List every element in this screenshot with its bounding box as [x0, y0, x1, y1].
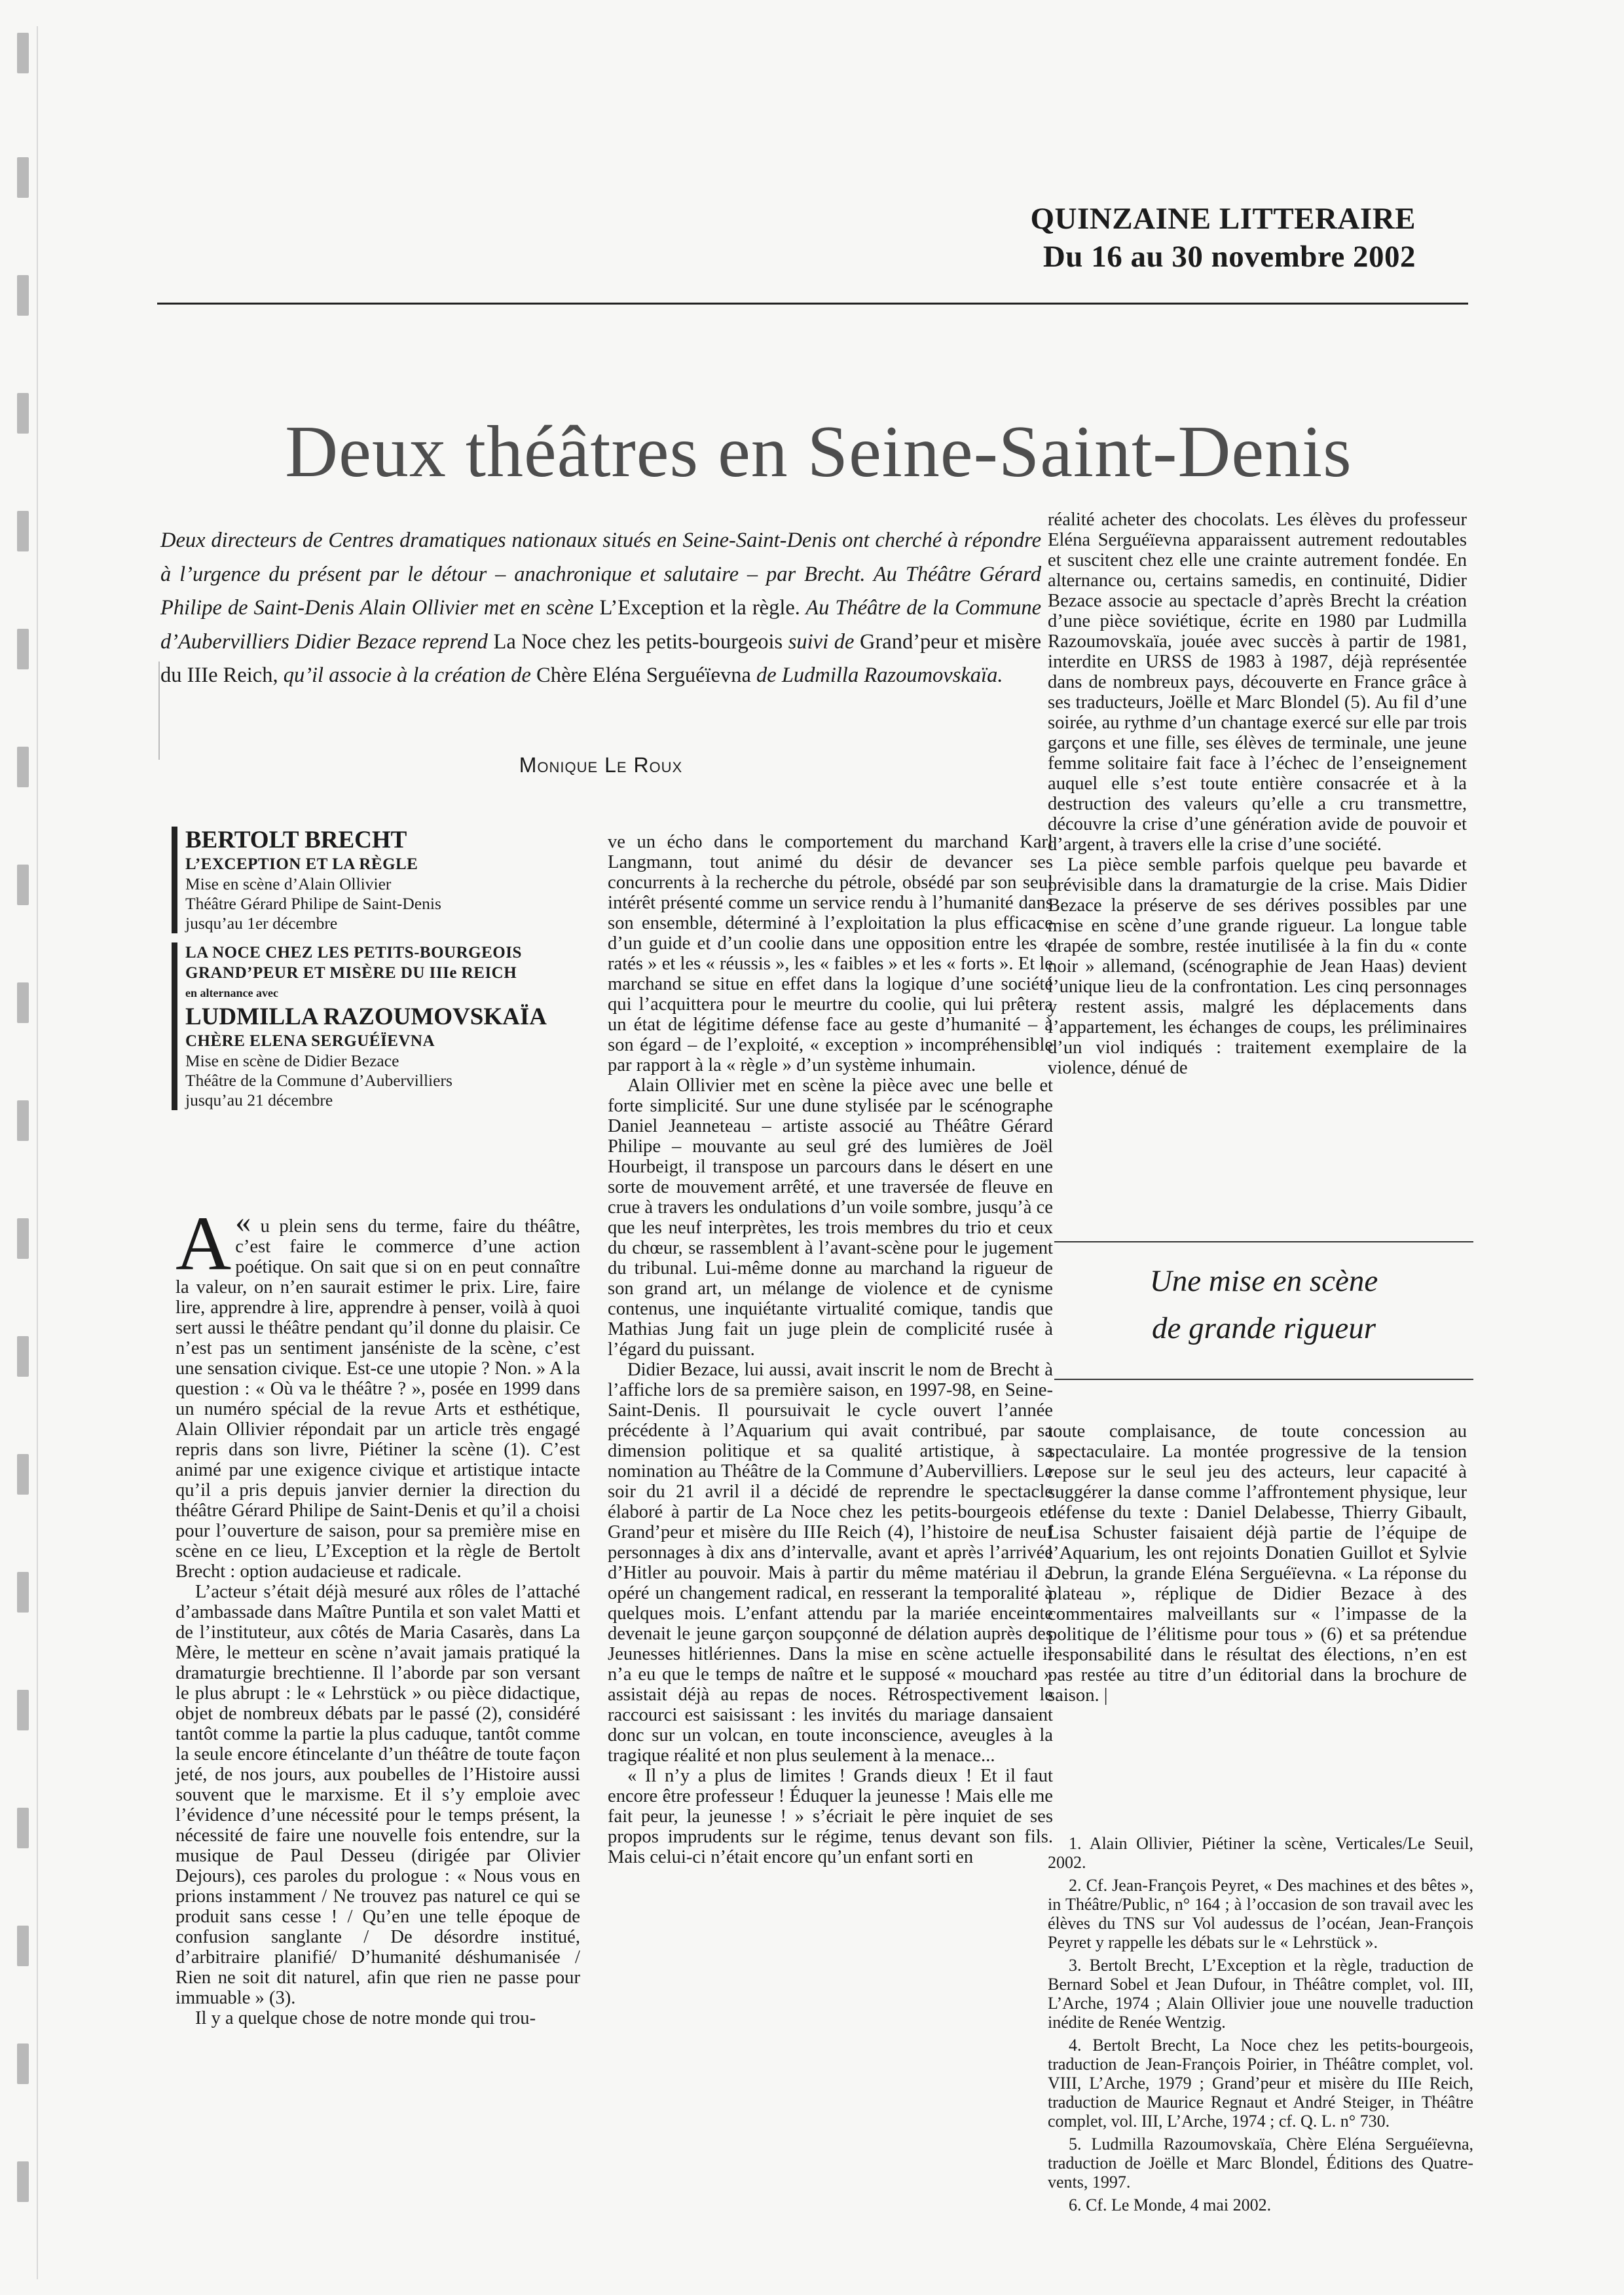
infobox-alternance: en alternance avec [185, 986, 278, 999]
binder-holes [17, 26, 35, 2279]
chapo-side-rule [158, 662, 160, 760]
infobox-title: L’EXCEPTION ET LA RÈGLE [185, 855, 418, 873]
production-infobox [172, 827, 564, 1119]
chapo-title-2: La Noce chez les petits-bourgeois [493, 629, 783, 654]
infobox-meta: jusqu’au 1er décembre [185, 914, 338, 933]
article-paragraph: réalité acheter des chocolats. Les élèves du professeur Eléna Serguéïevna apparaissent autrement redoutables et suscitent chez elle une crainte autrement fondée. En alternance ou, certains samedis, en continuité, Didier Bezace associe au spectacle d’après Brecht la création d’une pièce soviétique, écrite en 1980 par Ludmilla Razoumovskaïa, jouée avec succès à partir de 1981, interdite en URSS de 1983 à 1987, déjà représentée dans de nombreux pays, découverte en France grâce à ses traducteurs, Joëlle et Marc Blondel (5). Au fil d’une soirée, au rythme d’un chantage exercé sur elle par trois garçons et une fille, ses élèves de terminale, une jeune femme solitaire fait face à l’échec de l’enseignement auquel elle s’est toute entière consacrée et à la destruction des valeurs qu’elle a cru transmettre, découvre la crise d’une génération avide de pouvoir et d’argent, à travers elle la crise d’une société. [1048, 510, 1467, 855]
article-paragraph: « Il n’y a plus de limites ! Grands dieux ! Et il faut encore être professeur ! Éduquer la jeunesse ! Mais elle me fait peur, la jeunesse ! » s’écriait le père inquiet de ses propos imprudents sur le régime, tenus devant son fils. Mais celui-ci n’était encore qu’un enfant sorti en [608, 1766, 1053, 1867]
pullquote-rule-bottom [1054, 1379, 1473, 1380]
infobox-title: LA NOCE CHEZ LES PETITS-BOURGEOIS [185, 944, 522, 961]
infobox-title: CHÈRE ELENA SERGUÉÏEVNA [185, 1032, 435, 1050]
footnote: 1. Alain Ollivier, Piétiner la scène, Verticales/Le Seuil, 2002. [1048, 1834, 1473, 1872]
article-paragraph: ve un écho dans le comportement du marchand Karl Langmann, tout animé du désir de devancer ses concurrents à la recherche du pétrole, obsédé par son seul intérêt présenté comme un service rendu à l’humanité dans son ensemble, déterminé à l’exploitation la plus efficace d’un guide et d’un coolie dans une opposition entre les « ratés » et les « réussis », les « faibles » et les « forts ». Et le marchand se situe en effet dans la logique d’une société qui l’acquittera pour le meurtre du coolie, qui lui prêtera un état de légitime défense face au geste d’humanité – à son égard – de l’exploité, « exception » incompréhensible par rapport à la « règle » d’un système inhumain. [608, 832, 1053, 1075]
byline: Monique Le Roux [519, 753, 683, 777]
article-column-3-bottom [1048, 1421, 1467, 1706]
article-column-1 [175, 1201, 580, 2028]
infobox-title: GRAND’PEUR ET MISÈRE DU IIIe REICH [185, 964, 517, 982]
infobox-block-brecht [172, 827, 564, 933]
article-column-2 [608, 832, 1053, 1867]
footnote: 5. Ludmilla Razoumovskaïa, Chère Eléna Serguéïevna, traduction de Joëlle et Marc Blondel, Éditions des Quatre-vents, 1997. [1048, 2135, 1473, 2192]
footnote: 4. Bertolt Brecht, La Noce chez les petits-bourgeois, traduction de Jean-François Poirier, in Théâtre complet, vol. VIII, L’Arche, 1979 ; Grand’peur et misère du IIIe Reich, traduction de Maurice Regnaut et André Steiger, in Théâtre complet, vol. III, L’Arche, 1974 ; cf. Q. L. n° 730. [1048, 2036, 1473, 2131]
article-paragraph: Il y a quelque chose de notre monde qui trou- [195, 2008, 536, 2028]
publication-date: Du 16 au 30 novembre 2002 [1043, 240, 1416, 274]
article-paragraph: Alain Ollivier met en scène la pièce avec une belle et forte simplicité. Sur une dune stylisée par le scénographe Daniel Jeanneteau – artiste associé au Théâtre Gérard Philipe – mouvante au seul gré des lumières de Joël Hourbeigt, il transpose un parcours dans le désert en une sorte de mouvement arrêté, et une traversée de fleuve en crue à travers les ondulations d’un voile sombre, jusqu’à ce que les neuf interprètes, les trois membres du trio et ceux du chœur, se rassemblent à l’avant-scène pour le jugement du tribunal. Lui-même donne au marchand la rigueur de son grand art, un mélange de violence et de cynisme contenus, une inquiétante virtualité comique, tandis que Mathias Jung fait un juge plein de complicité rusée à l’égard du puissant. [608, 1075, 1053, 1360]
footnotes [1048, 1834, 1473, 2218]
infobox-block-razoumovskaia [172, 942, 564, 1110]
chapo-title-1: L’Exception et la règle. [599, 596, 800, 620]
article-column-3-top [1048, 510, 1467, 1078]
headline: Deux théâtres en Seine-Saint-Denis [285, 411, 1352, 493]
chapo-text-4: qu’il associe à la création de [283, 663, 531, 687]
footnote: 2. Cf. Jean-François Peyret, « Des machines et des bêtes », in Théâtre/Public, n° 164 ; à l’occasion de son travail avec les élèves du TNS sur Vol audessus de l’océan, Jean-François Peyret y rappelle les débats sur le « Lehrstück ». [1048, 1876, 1473, 1952]
paragraph-text: u plein sens du terme, faire du théâtre, c’est faire le commerce d’une action poétique. On sait que si on en peut connaître la valeur, on n’en saurait estimer le prix. Lire, faire lire, apprendre à lire, apprendre à penser, voilà à quoi sert aussi le théâtre pendant qu’il donne du plaisir. Ce n’est pas un sentiment janséniste de la scène, c’est une sensation civique. Est-ce une utopie ? Non. » A la question : « Où va le théâtre ? », posée en 1999 dans un numéro spécial de la revue Arts et esthétique, Alain Ollivier répondait par un article très engagé repris dans son livre, Piétiner la scène (1). C’est animé par une exigence civique et artistique intacte qu’il a pris depuis janvier dernier la direction du théâtre Gérard Philipe de Saint-Denis et qu’il a choisi pour l’ouverture de saison, pour sa première mise en scène en ce lieu, L’Exception et la règle de Bertolt Brecht : option audacieuse et radicale. [175, 1216, 580, 1582]
article-paragraph: toute complaisance, de toute concession au spectaculaire. La montée progressive de la tension repose sur le seul jeu des acteurs, leur capacité à suggérer la danse comme l’affrontement physique, leur défense du texte : Daniel Delabesse, Thierry Gibault, Lisa Schuster faisaient déjà partie de l’équipe de l’Aquarium, les ont rejoints Donatien Guillot et Sylvie Debrun, la grande Eléna Serguéïevna. « La réponse du plateau », réplique de Didier Bezace à des commentaires malveillants sur « l’impasse de la politique de l’élitisme pour tous » (6) et sa prétendue responsabilité dans le résultat des élections, n’en est pas restée au titre d’un éditorial dans la brochure de saison. | [1048, 1421, 1467, 1706]
infobox-meta: Théâtre Gérard Philipe de Saint-Denis [185, 894, 441, 913]
infobox-meta: Théâtre de la Commune d’Aubervilliers [185, 1071, 452, 1090]
infobox-author: BERTOLT BRECHT [185, 827, 407, 853]
pullquote-line: Une mise en scène [1149, 1264, 1378, 1298]
header-rule [157, 303, 1468, 305]
footnote: 6. Cf. Le Monde, 4 mai 2002. [1069, 2195, 1272, 2214]
pullquote [1054, 1258, 1473, 1352]
chapo-text-3: suivi de [788, 629, 855, 654]
publication-header [1030, 200, 1416, 276]
infobox-meta: Mise en scène d’Alain Ollivier [185, 874, 392, 893]
chapo [160, 524, 1041, 693]
article-paragraph: Didier Bezace, lui aussi, avait inscrit le nom de Brecht à l’affiche lors de sa première saison, en 1997-98, en Seine-Saint-Denis. Il poursuivait le cycle ouvert l’année précédente à l’Aquarium qui avait contribué, par sa dimension politique et sa qualité artistique, à sa nomination au Théâtre de la Commune d’Aubervilliers. Le soir du 21 avril il a décidé de reprendre le spectacle élaboré à partir de La Noce chez les petits-bourgeois et Grand’peur et misère du IIIe Reich (4), l’histoire de neuf personnages à dix ans d’intervalle, avant et après l’arrivée d’Hitler au pouvoir. Mais à partir du même matériau il a opéré un changement radical, en resserant la temporalité à quelques mois. L’enfant attendu par la mariée enceinte devenait le jeune garçon soupçonné de délation auprès des Jeunesses hitlériennes. Dans la mise en scène actuelle il n’a eu que le temps de naître et le supposé « mouchard » assistait déjà au repas de noces. Rétrospectivement le raccourci est saisissant : les invités du mariage dansaient donc sur un volcan, en toute inconscience, aveugles à la tragique réalité et non plus seulement à la menace... [608, 1360, 1053, 1766]
pullquote-line: de grande rigueur [1151, 1311, 1376, 1345]
infobox-author: LUDMILLA RAZOUMOVSKAÏA [185, 1003, 547, 1030]
pullquote-rule-top [1054, 1241, 1473, 1242]
chapo-text-2: Au Théâtre de la Commune d’Aubervilliers Didier Bezace reprend [160, 596, 1041, 654]
footnote: 3. Bertolt Brecht, L’Exception et la règle, traduction de Bernard Sobel et Jean Dufour, in Théâtre complet, vol. III, L’Arche, 1974 ; Alain Ollivier joue une nouvelle traduction inédite de Renée Wentzig. [1048, 1956, 1473, 2032]
chapo-title-3: Grand’peur et misère du IIIe Reich, [160, 629, 1042, 687]
article-paragraph: La pièce semble parfois quelque peu bavarde et prévisible dans la dramaturgie de la crise. Mais Didier Bezace la préserve de ses dérives possibles par une mise en scène d’une grande rigueur. La longue table drapée de sombre, restée inutilisée à la fin du « conte noir » allemand, (scénographie de Jean Haas) devient l’unique lieu de la confrontation. Les cinq personnages y restent assis, malgré les déplacements dans l’appartement, les échanges de coups, les préliminaires d’un viol indiqués : traitement exemplaire de la violence, dénué de [1048, 855, 1467, 1078]
infobox-meta: Mise en scène de Didier Bezace [185, 1051, 399, 1070]
publication-name: QUINZAINE LITTERAIRE [1030, 202, 1416, 236]
article-paragraph [175, 1201, 580, 1582]
infobox-meta: jusqu’au 21 décembre [185, 1091, 333, 1110]
chapo-text-1: Deux directeurs de Centres dramatiques nationaux situés en Seine-Saint-Denis ont cherché à répondre à l’urgence du présent par le détour – anachronique et salutaire – par Brecht. Au Théâtre Gérard Philipe de Saint-Denis Alain Ollivier met en scène [160, 529, 1041, 620]
opening-guillemet: « [235, 1204, 251, 1239]
article-paragraph: L’acteur s’était déjà mesuré aux rôles de l’attaché d’ambassade dans Maître Puntila et son valet Matti et de l’instituteur, aux côtés de Maria Casarès, dans La Mère, le metteur en scène n’avait jamais pratiqué la dramaturgie brechtienne. Il l’aborde par son versant le plus abrupt : le « Lehrstück » ou pièce didactique, objet de nombreux débats par le passé (2), considéré tantôt comme la partie la plus caduque, tantôt comme la seule encore étincelante d’un théâtre de toute façon jeté, de nos jours, aux poubelles de l’Histoire aussi souvent que le marxisme. Et il s’y emploie avec l’évidence d’une nécessité pour le temps présent, la nécessité de faire une nouvelle fois entendre, sur la musique de Paul Desseu (dirigée par Olivier Dejours), ces paroles du prologue : « Nous vous en prions instamment / Ne trouvez pas naturel ce qui se produit sans cesse ! / Qu’en une telle époque de confusion sanglante / De désordre institué, d’arbitraire planifié/ D’humanité déshumanisée / Rien ne soit dit naturel, afin que rien ne passe pour immuable » (3). [175, 1582, 580, 2008]
chapo-title-4: Chère Eléna Serguéïevna [536, 663, 751, 687]
chapo-text-5: de Ludmilla Razoumovskaïa. [756, 663, 1003, 687]
drop-cap: A [175, 1201, 232, 1286]
